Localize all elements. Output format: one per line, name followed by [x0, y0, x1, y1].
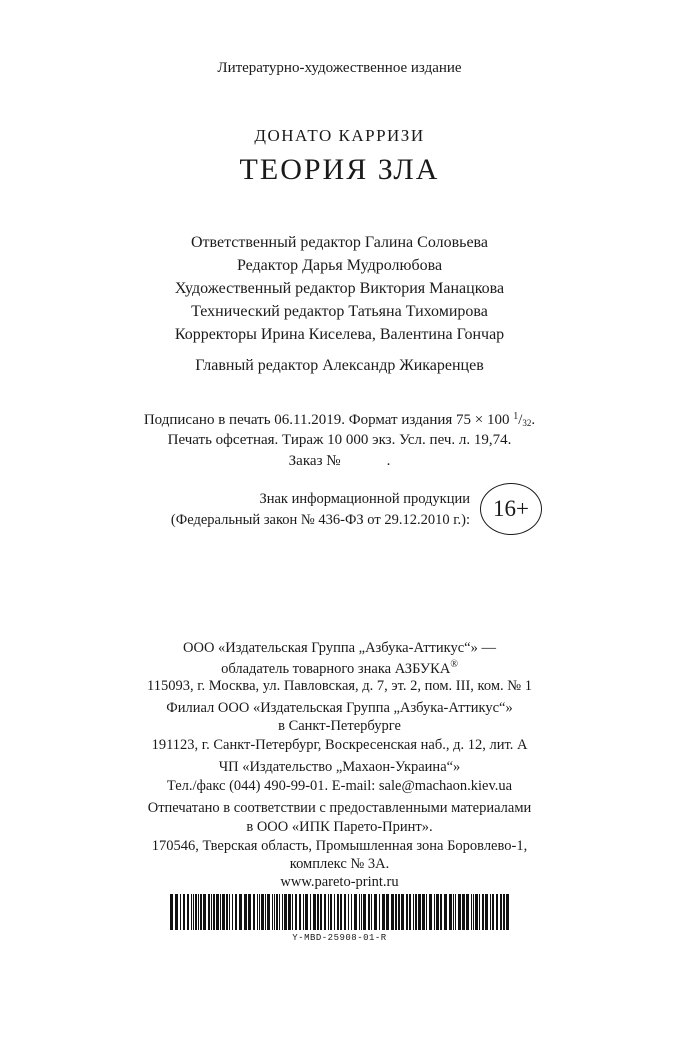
credit-line: Ответственный редактор Галина Соловьева	[190, 234, 488, 251]
barcode-bar	[229, 894, 230, 930]
barcode-bar	[409, 894, 411, 930]
credit-line: Художественный редактор Виктория Манацкова	[174, 280, 505, 297]
barcode-bar	[253, 894, 255, 930]
barcode-bar	[244, 894, 247, 930]
barcode-bar	[261, 894, 264, 930]
barcode-bar	[183, 894, 185, 930]
barcode-bar	[305, 894, 308, 930]
printer-name: в ООО «ИПК Парето-Принт».	[246, 819, 433, 835]
format-denominator: 32	[522, 418, 532, 428]
barcode-bar	[313, 894, 316, 930]
barcode-bar	[453, 894, 454, 930]
ukraine-publisher: ЧП «Издательство „Махаон-Украина“»	[218, 759, 461, 775]
barcode-bar	[359, 894, 360, 930]
barcode-bar	[198, 894, 199, 930]
format-numerator: 1	[513, 411, 519, 422]
barcode-bar	[213, 894, 215, 930]
order-end: .	[386, 453, 391, 469]
barcode-bar	[292, 894, 293, 930]
barcode-bar	[386, 894, 389, 930]
barcode-bar	[276, 894, 278, 930]
barcode-bar	[324, 894, 326, 930]
barcode-bar	[299, 894, 301, 930]
barcode-bar	[351, 894, 352, 930]
barcode-bar	[371, 894, 372, 930]
barcode-bar	[180, 894, 181, 930]
barcode-bar	[444, 894, 447, 930]
barcode-bar	[282, 894, 283, 930]
barcode-code: Y-MBD-25908-01-R	[292, 933, 387, 943]
branch-city: в Санкт-Петербурге	[278, 718, 401, 734]
barcode-bar	[288, 894, 291, 930]
registered-mark: ®	[450, 659, 458, 670]
barcode-bar	[466, 894, 469, 930]
barcode-bar	[354, 894, 357, 930]
barcode-bar	[482, 894, 484, 930]
barcode-bar	[374, 894, 377, 930]
barcode-bar	[330, 894, 332, 930]
barcode-bar	[363, 894, 366, 930]
barcode-bar	[303, 894, 304, 930]
credit-line: Технический редактор Татьяна Тихомирова	[191, 303, 488, 320]
barcode-bar	[413, 894, 414, 930]
publisher-trademark: обладатель товарного знака АЗБУКА	[221, 660, 451, 677]
barcode-bar	[344, 894, 346, 930]
barcode-bar	[272, 894, 273, 930]
author-name: ДОНАТО КАРРИЗИ	[254, 126, 425, 145]
barcode-bar	[222, 894, 225, 930]
barcode-bar	[340, 894, 342, 930]
barcode-bar	[379, 894, 380, 930]
barcode-bar	[203, 894, 206, 930]
order-line	[0, 453, 679, 470]
print-signed-text: Подписано в печать 06.11.2019. Формат издания 75 × 100	[143, 412, 514, 428]
barcode-bar	[193, 894, 194, 930]
barcode-bar	[490, 894, 491, 930]
print-signed-line	[0, 411, 679, 429]
format-slash: /	[518, 412, 523, 428]
barcode-bar	[485, 894, 488, 930]
age-rating-text: 16+	[493, 496, 529, 521]
barcode-bar	[279, 894, 280, 930]
barcode-bar	[429, 894, 432, 930]
barcode-bar	[348, 894, 349, 930]
publisher-trademark-line	[0, 659, 679, 678]
barcode-bar	[426, 894, 427, 930]
barcode-bar	[191, 894, 192, 930]
barcode-bar	[479, 894, 480, 930]
printer-complex: комплекс № 3А.	[289, 856, 390, 872]
barcode	[170, 894, 512, 930]
barcode-bar	[382, 894, 385, 930]
barcode-bar	[506, 894, 509, 930]
barcode-bar	[492, 894, 494, 930]
barcode-bar	[503, 894, 505, 930]
barcode-bar	[334, 894, 335, 930]
barcode-bar	[337, 894, 339, 930]
barcode-bar	[471, 894, 472, 930]
publisher-address: 115093, г. Москва, ул. Павловская, д. 7, эт. 2, пом. III, ком. № 1	[147, 678, 532, 694]
edition-type: Литературно-художественное издание	[217, 60, 462, 76]
branch-address: 191123, г. Санкт-Петербург, Воскресенская наб., д. 12, лит. А	[151, 737, 528, 753]
age-rating-badge	[480, 483, 542, 535]
publisher-line: ООО «Издательская Группа „Азбука-Аттикус“» —	[183, 640, 496, 656]
barcode-bar	[187, 894, 189, 930]
barcode-bar	[226, 894, 228, 930]
rating-law: (Федеральный закон № 436-ФЗ от 29.12.2010 г.):	[170, 512, 470, 528]
barcode-bar	[170, 894, 173, 930]
order-label: Заказ №	[288, 453, 341, 469]
barcode-bar	[368, 894, 370, 930]
barcode-bar	[239, 894, 242, 930]
barcode-bar	[267, 894, 270, 930]
barcode-bar	[317, 894, 319, 930]
print-details: Печать офсетная. Тираж 10 000 экз. Усл. печ. л. 19,74.	[167, 432, 512, 448]
barcode-bar	[265, 894, 266, 930]
barcode-bar	[211, 894, 212, 930]
barcode-bar	[320, 894, 322, 930]
ukraine-contact: Тел./факс (044) 490-99-01. E-mail: sale@machaon.kiev.ua	[166, 778, 513, 794]
barcode-bar	[200, 894, 202, 930]
barcode-bar	[440, 894, 442, 930]
barcode-bar	[208, 894, 210, 930]
credit-line: Редактор Дарья Мудролюбова	[236, 257, 443, 274]
barcode-bar	[422, 894, 425, 930]
barcode-bar	[220, 894, 221, 930]
barcode-bar	[415, 894, 417, 930]
barcode-bar	[434, 894, 435, 930]
barcode-bar	[284, 894, 287, 930]
barcode-bar	[310, 894, 311, 930]
barcode-bar	[232, 894, 233, 930]
barcode-bar	[436, 894, 439, 930]
barcode-bar	[248, 894, 251, 930]
barcode-bar	[175, 894, 178, 930]
book-title: ТЕОРИЯ ЗЛА	[239, 153, 440, 186]
barcode-bar	[398, 894, 400, 930]
barcode-bar	[449, 894, 452, 930]
printer-line: Отпечатано в соответствии с предоставленными материалами	[147, 800, 532, 816]
barcode-bar	[473, 894, 474, 930]
credit-line: Корректоры Ирина Киселева, Валентина Гончар	[174, 326, 505, 343]
barcode-bar	[500, 894, 502, 930]
barcode-bar	[274, 894, 275, 930]
barcode-bar	[391, 894, 394, 930]
barcode-bar	[475, 894, 478, 930]
barcode-bar	[195, 894, 197, 930]
barcode-bar	[455, 894, 456, 930]
barcode-bar	[462, 894, 465, 930]
barcode-bar	[418, 894, 421, 930]
chief-editor: Главный редактор Александр Жикаренцев	[195, 357, 484, 374]
barcode-bar	[328, 894, 329, 930]
barcode-bar	[216, 894, 219, 930]
barcode-bar	[235, 894, 237, 930]
barcode-bar	[458, 894, 461, 930]
printer-address: 170546, Тверская область, Промышленная зона Боровлево-1,	[151, 838, 528, 854]
barcode-bar	[295, 894, 297, 930]
barcode-bar	[259, 894, 260, 930]
barcode-bar	[406, 894, 408, 930]
branch-line: Филиал ООО «Издательская Группа „Азбука-Аттикус“»	[166, 700, 513, 716]
printer-website: www.pareto-print.ru	[280, 874, 399, 890]
barcode-bar	[496, 894, 498, 930]
print-signed-end: .	[531, 412, 536, 428]
barcode-bar	[361, 894, 362, 930]
barcode-bar	[401, 894, 404, 930]
barcode-bar	[395, 894, 397, 930]
rating-label: Знак информационной продукции	[259, 491, 470, 507]
barcode-bar	[257, 894, 258, 930]
